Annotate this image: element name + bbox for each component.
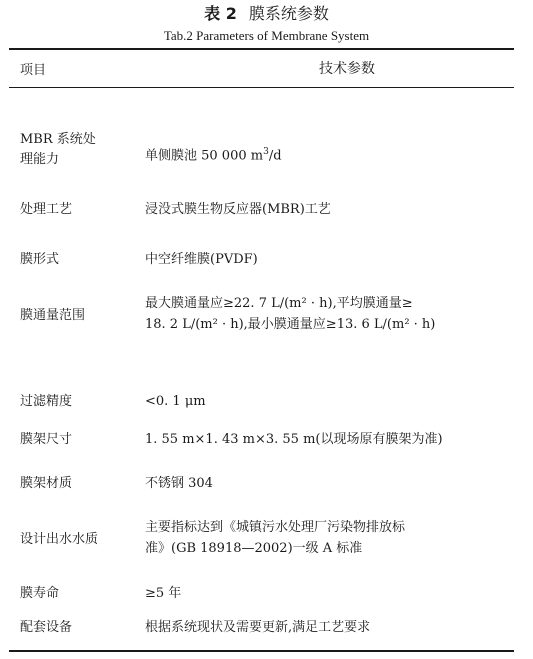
row-param — [145, 293, 511, 335]
header-item: 项目 — [20, 62, 47, 78]
table-title-zh — [0, 3, 533, 25]
row-param-text: 单侧膜池 50 000 m — [145, 148, 264, 164]
table-row — [9, 614, 514, 642]
row-param: 1. 55 m×1. 43 m×3. 55 m(以现场原有膜架为准) — [145, 432, 443, 447]
header-parameters: 技术参数 — [319, 61, 375, 77]
table-row — [9, 426, 514, 454]
row-param: <0. 1 μm — [145, 394, 206, 409]
row-item: 膜寿命 — [20, 586, 60, 601]
row-item — [20, 130, 135, 170]
row-param-line: 准》(GB 18918—2002)一级 A 标准 — [145, 541, 363, 556]
row-item: 膜架材质 — [20, 476, 73, 491]
table-row — [9, 388, 514, 416]
row-item-line: 理能力 — [20, 152, 60, 167]
table-row — [9, 580, 514, 608]
row-param — [145, 142, 511, 166]
row-item: 过滤精度 — [20, 394, 73, 409]
table-number: 表 2 — [204, 4, 237, 23]
table-row — [9, 130, 514, 174]
row-item: 膜形式 — [20, 252, 60, 267]
row-item-line: MBR 系统处 — [20, 132, 96, 147]
row-param-line: 最大膜通量应≥22. 7 L/(m² · h),平均膜通量≥ — [145, 296, 413, 311]
row-item: 膜架尺寸 — [20, 432, 73, 447]
row-param — [145, 517, 511, 559]
table-row — [9, 290, 514, 342]
bottom-rule — [9, 650, 514, 652]
table-title-text: 膜系统参数 — [248, 4, 329, 23]
table-row — [9, 196, 514, 224]
row-param-unit: /d — [268, 148, 282, 164]
row-param: 根据系统现状及需要更新,满足工艺要求 — [145, 620, 371, 635]
row-param-line: 主要指标达到《城镇污水处理厂污染物排放标 — [145, 520, 406, 535]
table-row — [9, 514, 514, 566]
table-title-en: Tab.2 Parameters of Membrane System — [163, 28, 370, 43]
row-param: 中空纤维膜(PVDF) — [145, 252, 258, 267]
row-item: 膜通量范围 — [20, 308, 86, 323]
row-item: 设计出水水质 — [20, 532, 99, 547]
row-param-line: 18. 2 L/(m² · h),最小膜通量应≥13. 6 L/(m² · h) — [145, 317, 436, 332]
header-rule — [9, 87, 514, 88]
row-item: 处理工艺 — [20, 202, 73, 217]
row-param: 不锈钢 304 — [145, 476, 213, 491]
row-param: ≥5 年 — [145, 586, 182, 601]
row-item: 配套设备 — [20, 620, 73, 635]
row-param-superscript: 3 — [263, 147, 269, 157]
table-row — [9, 470, 514, 498]
table-row — [9, 246, 514, 274]
row-param: 浸没式膜生物反应器(MBR)工艺 — [145, 202, 331, 217]
